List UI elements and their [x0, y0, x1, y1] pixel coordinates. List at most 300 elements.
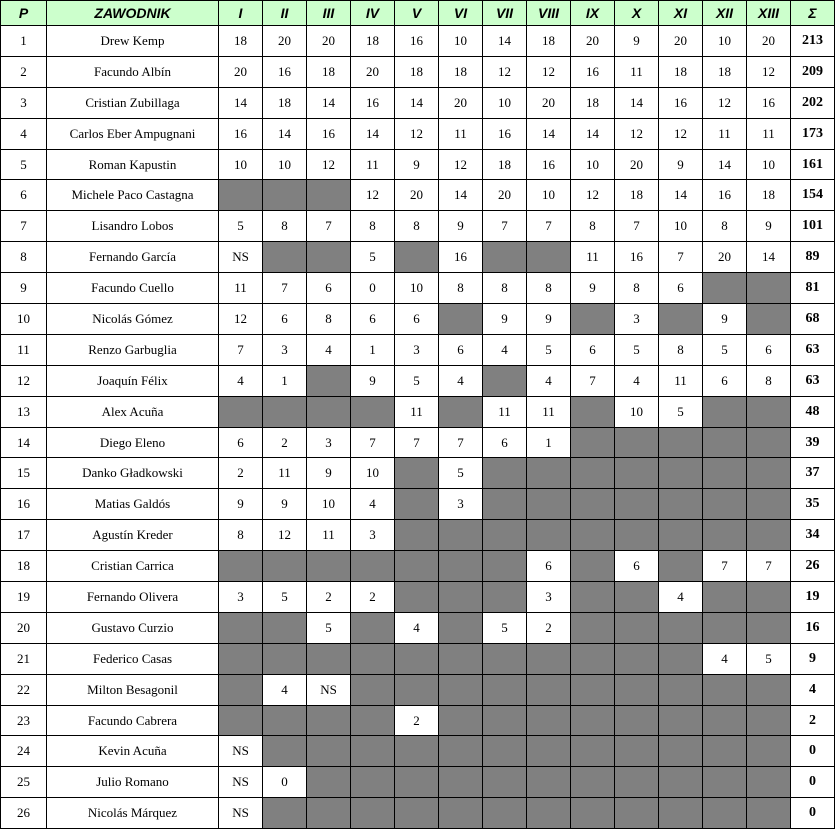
empty-score-cell [747, 798, 791, 829]
score-cell: 18 [527, 26, 571, 57]
rider-name-cell: Roman Kapustin [47, 149, 219, 180]
empty-score-cell [263, 736, 307, 767]
score-cell: 6 [307, 273, 351, 304]
total-cell: 209 [791, 56, 835, 87]
score-cell: 10 [747, 149, 791, 180]
score-cell: 14 [395, 87, 439, 118]
header-round: III [307, 1, 351, 26]
table-row [1, 56, 835, 87]
empty-score-cell [571, 396, 615, 427]
score-cell: 14 [527, 118, 571, 149]
empty-score-cell [395, 736, 439, 767]
empty-score-cell [395, 242, 439, 273]
empty-score-cell [615, 798, 659, 829]
score-cell: 12 [351, 180, 395, 211]
score-cell: 11 [351, 149, 395, 180]
empty-score-cell [571, 736, 615, 767]
score-cell: 4 [439, 365, 483, 396]
empty-score-cell [527, 705, 571, 736]
total-cell: 0 [791, 798, 835, 829]
score-cell: 6 [747, 334, 791, 365]
empty-score-cell [219, 396, 263, 427]
score-cell: 12 [219, 304, 263, 335]
table-row [1, 612, 835, 643]
score-cell: 20 [439, 87, 483, 118]
score-cell: 0 [351, 273, 395, 304]
score-cell: 12 [263, 520, 307, 551]
score-cell: 5 [439, 458, 483, 489]
score-cell: 7 [747, 551, 791, 582]
empty-score-cell [307, 242, 351, 273]
empty-score-cell [307, 396, 351, 427]
score-cell: 4 [219, 365, 263, 396]
score-cell: 20 [615, 149, 659, 180]
empty-score-cell [747, 273, 791, 304]
empty-score-cell [571, 612, 615, 643]
rider-name-cell: Nicolás Márquez [47, 798, 219, 829]
score-cell: 16 [615, 242, 659, 273]
score-cell: 8 [703, 211, 747, 242]
position-cell: 12 [1, 365, 47, 396]
table-row [1, 674, 835, 705]
empty-score-cell [747, 767, 791, 798]
score-cell: 16 [527, 149, 571, 180]
empty-score-cell [615, 736, 659, 767]
score-cell: 12 [439, 149, 483, 180]
header-round: IV [351, 1, 395, 26]
total-cell: 89 [791, 242, 835, 273]
score-cell: 8 [747, 365, 791, 396]
empty-score-cell [659, 427, 703, 458]
score-cell: 12 [703, 87, 747, 118]
score-cell: 20 [263, 26, 307, 57]
score-cell: 18 [659, 56, 703, 87]
empty-score-cell [219, 674, 263, 705]
empty-score-cell [571, 489, 615, 520]
empty-score-cell [483, 798, 527, 829]
empty-score-cell [527, 489, 571, 520]
empty-score-cell [703, 520, 747, 551]
rider-name-cell: Milton Besagonil [47, 674, 219, 705]
empty-score-cell [483, 582, 527, 613]
empty-score-cell [615, 612, 659, 643]
score-cell: 5 [395, 365, 439, 396]
score-cell: 7 [483, 211, 527, 242]
empty-score-cell [571, 458, 615, 489]
empty-score-cell [615, 705, 659, 736]
score-cell: 3 [351, 520, 395, 551]
score-cell: 12 [307, 149, 351, 180]
table-row [1, 705, 835, 736]
empty-score-cell [703, 458, 747, 489]
empty-score-cell [395, 798, 439, 829]
score-cell: 14 [263, 118, 307, 149]
rider-name-cell: Julio Romano [47, 767, 219, 798]
score-cell: 9 [439, 211, 483, 242]
table-row [1, 211, 835, 242]
rider-name-cell: Cristian Carrica [47, 551, 219, 582]
score-cell: 14 [351, 118, 395, 149]
score-cell: 5 [263, 582, 307, 613]
score-cell: 7 [263, 273, 307, 304]
score-cell: 7 [219, 334, 263, 365]
score-cell: 7 [571, 365, 615, 396]
header-round: XI [659, 1, 703, 26]
empty-score-cell [351, 643, 395, 674]
score-cell: 20 [747, 26, 791, 57]
score-cell: 16 [395, 26, 439, 57]
empty-score-cell [439, 643, 483, 674]
position-cell: 1 [1, 26, 47, 57]
score-cell: 7 [307, 211, 351, 242]
rider-name-cell: Diego Eleno [47, 427, 219, 458]
table-row [1, 643, 835, 674]
score-cell: 11 [571, 242, 615, 273]
empty-score-cell [747, 520, 791, 551]
empty-score-cell [703, 489, 747, 520]
score-cell: 5 [747, 643, 791, 674]
score-cell: 11 [439, 118, 483, 149]
score-cell: 8 [439, 273, 483, 304]
empty-score-cell [395, 458, 439, 489]
empty-score-cell [571, 643, 615, 674]
score-cell: 5 [219, 211, 263, 242]
empty-score-cell [527, 798, 571, 829]
position-cell: 21 [1, 643, 47, 674]
empty-score-cell [307, 365, 351, 396]
empty-score-cell [659, 736, 703, 767]
score-cell: 8 [571, 211, 615, 242]
score-cell: 4 [307, 334, 351, 365]
empty-score-cell [439, 304, 483, 335]
score-cell: 7 [703, 551, 747, 582]
rider-name-cell: Facundo Cuello [47, 273, 219, 304]
empty-score-cell [615, 458, 659, 489]
empty-score-cell [659, 520, 703, 551]
score-cell: 9 [527, 304, 571, 335]
empty-score-cell [483, 551, 527, 582]
empty-score-cell [263, 643, 307, 674]
table-row [1, 427, 835, 458]
rider-name-cell: Drew Kemp [47, 26, 219, 57]
empty-score-cell [571, 304, 615, 335]
score-cell: 14 [659, 180, 703, 211]
score-cell: NS [307, 674, 351, 705]
empty-score-cell [351, 767, 395, 798]
empty-score-cell [483, 489, 527, 520]
score-cell: 20 [571, 26, 615, 57]
score-cell: 4 [615, 365, 659, 396]
score-cell: 6 [439, 334, 483, 365]
empty-score-cell [307, 736, 351, 767]
rider-name-cell: Kevin Acuña [47, 736, 219, 767]
empty-score-cell [527, 767, 571, 798]
header-round: XII [703, 1, 747, 26]
position-cell: 4 [1, 118, 47, 149]
score-cell: 9 [307, 458, 351, 489]
empty-score-cell [615, 520, 659, 551]
score-cell: 8 [307, 304, 351, 335]
score-cell: 8 [263, 211, 307, 242]
table-row [1, 520, 835, 551]
empty-score-cell [307, 643, 351, 674]
score-cell: 2 [263, 427, 307, 458]
header-round: VII [483, 1, 527, 26]
empty-score-cell [395, 489, 439, 520]
position-cell: 17 [1, 520, 47, 551]
rider-name-cell: Agustín Kreder [47, 520, 219, 551]
score-cell: 20 [703, 242, 747, 273]
score-cell: 8 [395, 211, 439, 242]
empty-score-cell [351, 705, 395, 736]
empty-score-cell [527, 674, 571, 705]
score-cell: 4 [483, 334, 527, 365]
position-cell: 3 [1, 87, 47, 118]
total-cell: 35 [791, 489, 835, 520]
score-cell: 6 [263, 304, 307, 335]
position-cell: 19 [1, 582, 47, 613]
score-cell: 4 [527, 365, 571, 396]
total-cell: 173 [791, 118, 835, 149]
score-cell: 18 [439, 56, 483, 87]
rider-name-cell: Gustavo Curzio [47, 612, 219, 643]
empty-score-cell [659, 643, 703, 674]
score-cell: 9 [571, 273, 615, 304]
position-cell: 9 [1, 273, 47, 304]
empty-score-cell [219, 551, 263, 582]
score-cell: 11 [615, 56, 659, 87]
score-cell: 9 [747, 211, 791, 242]
empty-score-cell [747, 489, 791, 520]
score-cell: 18 [219, 26, 263, 57]
total-cell: 101 [791, 211, 835, 242]
rider-name-cell: Danko Gładkowski [47, 458, 219, 489]
empty-score-cell [703, 705, 747, 736]
score-cell: 5 [659, 396, 703, 427]
position-cell: 22 [1, 674, 47, 705]
score-cell: 10 [263, 149, 307, 180]
empty-score-cell [571, 427, 615, 458]
score-cell: 18 [615, 180, 659, 211]
table-row [1, 242, 835, 273]
empty-score-cell [659, 458, 703, 489]
empty-score-cell [395, 520, 439, 551]
total-cell: 37 [791, 458, 835, 489]
score-cell: 5 [483, 612, 527, 643]
position-cell: 26 [1, 798, 47, 829]
empty-score-cell [483, 767, 527, 798]
empty-score-cell [395, 582, 439, 613]
score-cell: 4 [659, 582, 703, 613]
header-total: Σ [791, 1, 835, 26]
position-cell: 5 [1, 149, 47, 180]
empty-score-cell [307, 798, 351, 829]
empty-score-cell [263, 242, 307, 273]
rider-name-cell: Nicolás Gómez [47, 304, 219, 335]
score-cell: 20 [307, 26, 351, 57]
empty-score-cell [527, 520, 571, 551]
table-row [1, 180, 835, 211]
score-cell: 18 [307, 56, 351, 87]
score-cell: 11 [395, 396, 439, 427]
score-cell: 16 [747, 87, 791, 118]
score-cell: 20 [219, 56, 263, 87]
empty-score-cell [703, 736, 747, 767]
score-cell: 6 [527, 551, 571, 582]
rider-name-cell: Michele Paco Castagna [47, 180, 219, 211]
empty-score-cell [307, 180, 351, 211]
score-cell: 12 [659, 118, 703, 149]
score-cell: 6 [483, 427, 527, 458]
score-cell: 10 [351, 458, 395, 489]
empty-score-cell [219, 180, 263, 211]
empty-score-cell [747, 427, 791, 458]
score-cell: 12 [615, 118, 659, 149]
empty-score-cell [483, 736, 527, 767]
empty-score-cell [703, 582, 747, 613]
score-cell: 3 [219, 582, 263, 613]
empty-score-cell [439, 674, 483, 705]
table-row [1, 489, 835, 520]
score-cell: 6 [571, 334, 615, 365]
position-cell: 23 [1, 705, 47, 736]
score-cell: 20 [395, 180, 439, 211]
table-row [1, 767, 835, 798]
score-cell: 6 [351, 304, 395, 335]
empty-score-cell [439, 705, 483, 736]
score-cell: 7 [395, 427, 439, 458]
table-row [1, 304, 835, 335]
score-cell: 2 [395, 705, 439, 736]
total-cell: 0 [791, 767, 835, 798]
rider-name-cell: Cristian Zubillaga [47, 87, 219, 118]
score-cell: 14 [439, 180, 483, 211]
score-cell: 16 [307, 118, 351, 149]
empty-score-cell [439, 736, 483, 767]
score-cell: NS [219, 242, 263, 273]
position-cell: 16 [1, 489, 47, 520]
rider-name-cell: Joaquín Félix [47, 365, 219, 396]
empty-score-cell [219, 612, 263, 643]
score-cell: 3 [615, 304, 659, 335]
score-cell: 10 [527, 180, 571, 211]
empty-score-cell [483, 643, 527, 674]
empty-score-cell [439, 520, 483, 551]
score-cell: 11 [527, 396, 571, 427]
header-round: IX [571, 1, 615, 26]
score-cell: 4 [703, 643, 747, 674]
total-cell: 63 [791, 365, 835, 396]
empty-score-cell [483, 458, 527, 489]
score-cell: 10 [483, 87, 527, 118]
position-cell: 15 [1, 458, 47, 489]
empty-score-cell [615, 582, 659, 613]
empty-score-cell [395, 643, 439, 674]
empty-score-cell [703, 674, 747, 705]
score-cell: 12 [527, 56, 571, 87]
score-cell: 14 [483, 26, 527, 57]
score-cell: 8 [527, 273, 571, 304]
table-row [1, 396, 835, 427]
empty-score-cell [571, 674, 615, 705]
score-cell: 11 [703, 118, 747, 149]
total-cell: 34 [791, 520, 835, 551]
score-cell: 7 [439, 427, 483, 458]
empty-score-cell [263, 551, 307, 582]
score-cell: 14 [571, 118, 615, 149]
score-cell: 9 [351, 365, 395, 396]
score-cell: 9 [615, 26, 659, 57]
score-cell: 16 [571, 56, 615, 87]
score-cell: 16 [703, 180, 747, 211]
empty-score-cell [659, 798, 703, 829]
score-cell: 4 [395, 612, 439, 643]
empty-score-cell [527, 643, 571, 674]
score-cell: 11 [307, 520, 351, 551]
score-cell: 12 [395, 118, 439, 149]
empty-score-cell [571, 551, 615, 582]
empty-score-cell [747, 304, 791, 335]
score-cell: NS [219, 767, 263, 798]
empty-score-cell [615, 767, 659, 798]
position-cell: 7 [1, 211, 47, 242]
score-cell: NS [219, 736, 263, 767]
score-cell: 11 [483, 396, 527, 427]
empty-score-cell [747, 705, 791, 736]
score-cell: 18 [263, 87, 307, 118]
score-cell: 3 [263, 334, 307, 365]
position-cell: 18 [1, 551, 47, 582]
header-round: X [615, 1, 659, 26]
score-cell: 3 [439, 489, 483, 520]
score-cell: 14 [219, 87, 263, 118]
score-cell: 8 [219, 520, 263, 551]
header-round: V [395, 1, 439, 26]
empty-score-cell [219, 643, 263, 674]
total-cell: 63 [791, 334, 835, 365]
score-cell: 14 [615, 87, 659, 118]
empty-score-cell [483, 242, 527, 273]
score-cell: 4 [263, 674, 307, 705]
score-cell: 18 [483, 149, 527, 180]
table-row [1, 582, 835, 613]
total-cell: 0 [791, 736, 835, 767]
table-row [1, 736, 835, 767]
empty-score-cell [263, 180, 307, 211]
empty-score-cell [703, 767, 747, 798]
score-cell: 16 [219, 118, 263, 149]
score-cell: 5 [703, 334, 747, 365]
score-cell: 6 [659, 273, 703, 304]
rider-name-cell: Alex Acuña [47, 396, 219, 427]
empty-score-cell [439, 612, 483, 643]
score-cell: 0 [263, 767, 307, 798]
position-cell: 13 [1, 396, 47, 427]
rider-name-cell: Federico Casas [47, 643, 219, 674]
empty-score-cell [571, 705, 615, 736]
header-round: VIII [527, 1, 571, 26]
total-cell: 9 [791, 643, 835, 674]
score-cell: 20 [659, 26, 703, 57]
table-row [1, 87, 835, 118]
score-cell: 8 [483, 273, 527, 304]
total-cell: 39 [791, 427, 835, 458]
empty-score-cell [351, 736, 395, 767]
empty-score-cell [395, 767, 439, 798]
header-rider: ZAWODNIK [47, 1, 219, 26]
empty-score-cell [571, 798, 615, 829]
score-cell: 9 [395, 149, 439, 180]
